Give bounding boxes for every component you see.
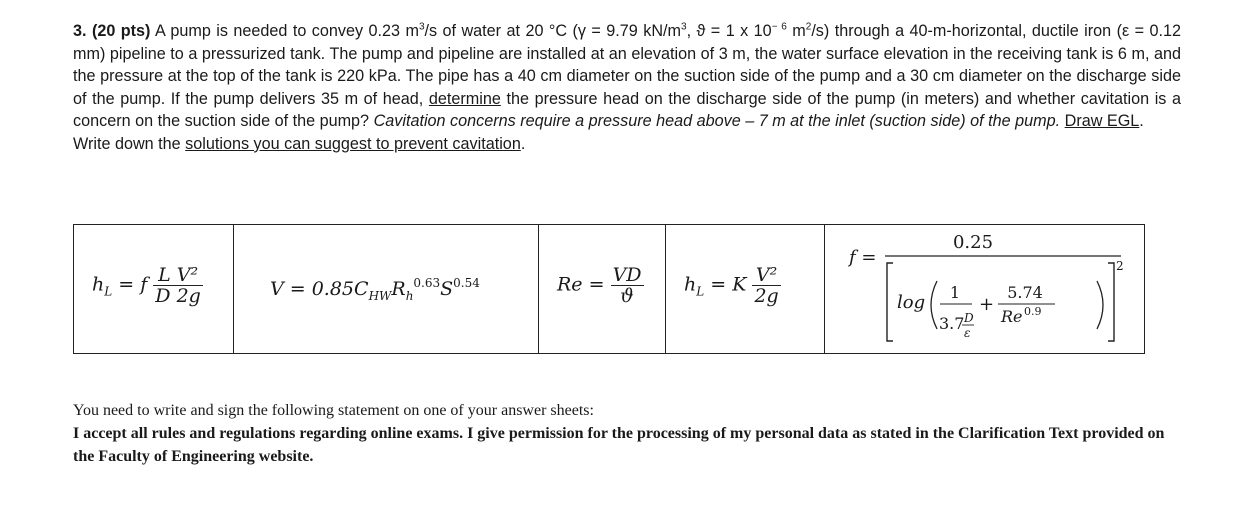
- problem-text-5: /s) through a 40-m-horizontal, ductile iron (ε = 0.12 mm) pipeline to a pressurized tank. The pump and pipeline are installed at an elevation of 3 m, the water surface elevation in the receiving tank is 6 m, and the pressure at the top of the tank is 220 kPa. The pipe has a 40 cm diameter on the suction side of the pump and a 30 cm diameter on the discharge side of the pump. If the pump delivers 35 m of head,: [73, 22, 1182, 108]
- right-bracket: [1108, 263, 1114, 341]
- exam-statement: [73, 399, 1173, 468]
- problem-number: 3. (20 pts): [73, 22, 151, 40]
- right-paren: [1097, 281, 1103, 329]
- solutions-emphasis: solutions you can suggest to prevent cavitation: [185, 134, 521, 153]
- problem-text-6: the pressure head on the discharge side of the pump (in meters) and whether cavitation is a concern on the suction side of the pump?: [73, 89, 1181, 131]
- problem-text-2: /s of water at 20 °C (γ = 9.79 kN/m: [424, 22, 682, 40]
- reynolds-equation: Re = $\frac{VD}{ϑ}$: [557, 264, 642, 307]
- formula-cell-darcy: [74, 225, 234, 354]
- plus-sign: +: [979, 294, 995, 315]
- notice-statement: I accept all rules and regulations regarding online exams. I give permission for the processing of my personal data as stated in the Clarification Text provided on the Faculty of Engineering website.: [73, 425, 1165, 465]
- notice-instruction: You need to write and sign the following statement on one of your answer sheets:: [73, 402, 594, 419]
- problem-text-4: m: [786, 22, 806, 40]
- log-label: log: [897, 292, 926, 313]
- superscript: − 6: [771, 21, 787, 33]
- three-seven: 3.7: [939, 314, 965, 333]
- minor-loss-equation: $h_L = K$ $\frac{\text{V²}}{2g}$: [684, 264, 779, 307]
- five-74: 5.74: [1007, 283, 1043, 302]
- darcy-weisbach-equation: $h_L = f$ $\frac{\text{L V²}}{D 2g}$: [92, 264, 201, 307]
- formula-cell-swamee-jain: [825, 225, 1145, 354]
- superscript: 3: [681, 21, 687, 33]
- problem-text-3: , ϑ = 1 x 10: [686, 22, 772, 40]
- superscript: 2: [805, 21, 812, 33]
- swamee-jain-equation: [825, 225, 1143, 353]
- problem-text-7: Write down the: [73, 134, 186, 153]
- left-bracket: [887, 263, 893, 341]
- problem-statement: 3. (20 pts) A pump is needed to convey 0.23 $m^3/s$ of water at 20 °C (γ = 9.79 $kN/m^3$, ϑ = 1 x $10^{- 6}$ $m^2/s$) through a 40-m-horizontal, ductile iron (ε = 0.12 mm) pipeline to a pressurized tank. The pump and pipeline are installed at an elevation of 3 m, the water surface elevation in the receiving tank is 6 m, and the pressure at the top of the tank is 220 kPa. The pipe has a 40 cm diameter on the suction side of the pump and a 30 cm diameter on the discharge side of the pump. If the pump delivers 35 m of head, determine the pressure head on the discharge side of the pump (in meters) and whether cavitation is a concern on the suction side of the pump? Cavitation concerns require a pressure head above – 7 m at the inlet (suction side) of the pump. Draw EGL. Write down the solutions you can suggest to prevent cavitation.: [73, 21, 1182, 153]
- left-paren: [931, 281, 937, 329]
- re-label: Re: [1001, 307, 1023, 326]
- eps-label: ε: [964, 326, 971, 340]
- re-exponent: 0.9: [1024, 305, 1042, 318]
- problem-text-1: A pump is needed to convey 0.23 m: [150, 22, 419, 40]
- f-equals: f =: [849, 247, 877, 268]
- formula-cell-hazen: [234, 225, 539, 354]
- numerator-0-25: 0.25: [952, 232, 994, 253]
- formula-cell-minor-loss: [666, 225, 825, 354]
- square-exponent: 2: [1116, 259, 1124, 273]
- formula-table: [73, 224, 1145, 354]
- d-label: D: [964, 311, 974, 325]
- hazen-williams-equation: $V = 0.85C_{HW}R_h^{0.63}S^{0.54}$: [270, 276, 480, 303]
- determine-emphasis: determine: [428, 89, 501, 108]
- draw-egl: Draw EGL: [1064, 112, 1140, 131]
- one: 1: [949, 283, 961, 302]
- superscript: 3: [418, 21, 425, 33]
- cavitation-note: Cavitation concerns require a pressure head above – 7 m at the inlet (suction side) of the pump.: [373, 112, 1061, 131]
- formula-cell-reynolds: [539, 225, 666, 354]
